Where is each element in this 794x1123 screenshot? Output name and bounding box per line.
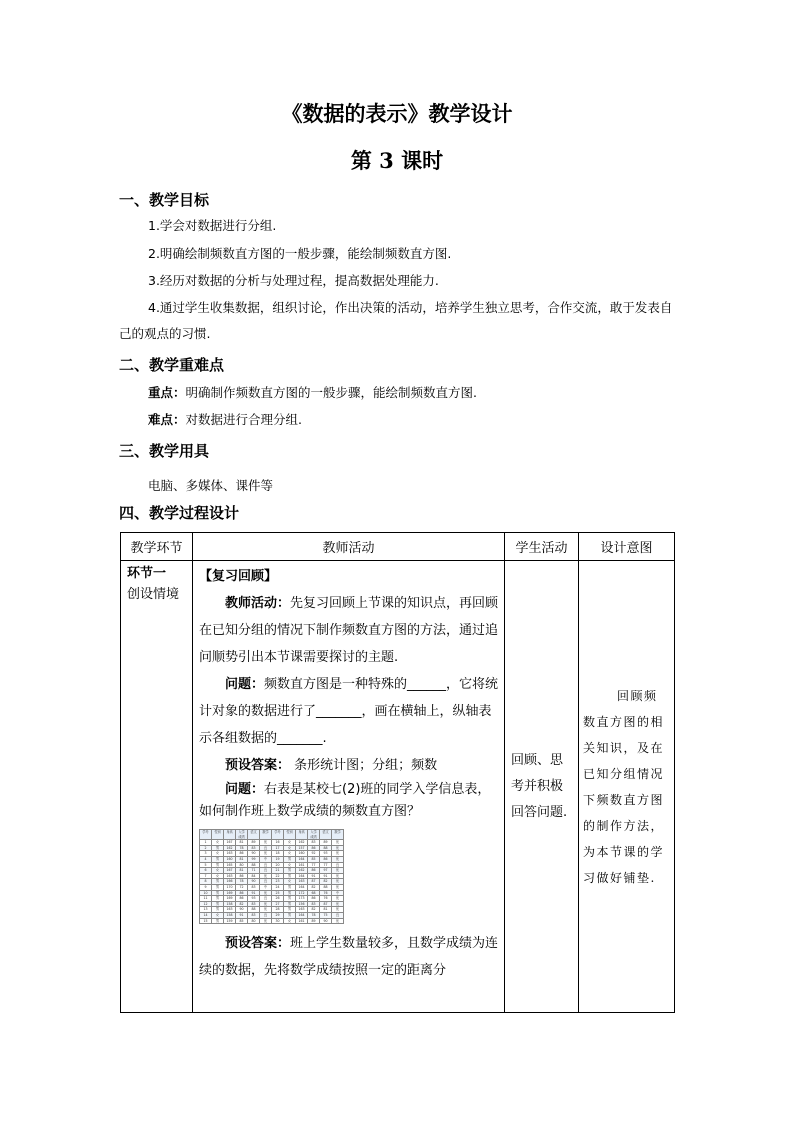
mini-table-cell: 男: [284, 890, 296, 896]
mini-table-cell: 85: [308, 856, 320, 862]
header-teacher: 教师活动: [193, 533, 505, 561]
intent-rest: 数直方图的相关知识，及在已知分组情况下频数直方图的制作方法，为本节课的学习做好铺垫.: [583, 714, 665, 885]
mini-table-cell: 14: [200, 912, 212, 918]
question-2: [199, 779, 500, 823]
mini-table-cell: 良: [260, 845, 272, 851]
mini-table-cell: 男: [284, 868, 296, 874]
process-table: [120, 532, 675, 1013]
goal-item-3: 3.经历对数据的分析与处理过程，提高数据处理能力.: [148, 273, 439, 288]
mini-table-cell: 男: [212, 856, 224, 862]
mini-table-cell: 82: [308, 907, 320, 913]
mini-table-cell: 76: [320, 896, 332, 902]
mini-table-cell: 身高: [224, 830, 236, 840]
mini-table-cell: 良: [260, 896, 272, 902]
mini-table-cell: 男: [212, 918, 224, 924]
mini-table-cell: 中: [332, 890, 344, 896]
mini-table-cell: 89: [320, 840, 332, 846]
question-2-label: 问题：: [225, 782, 265, 797]
mini-table-cell: 优: [332, 879, 344, 885]
mini-table-cell: 161: [296, 918, 308, 924]
mini-table-cell: 良: [332, 912, 344, 918]
mini-table-cell: 160: [296, 851, 308, 857]
mini-table-cell: 19: [272, 856, 284, 862]
mini-table-cell: 167: [224, 868, 236, 874]
answer-1: [199, 752, 500, 779]
mini-table-cell: 91: [320, 873, 332, 879]
question-1-label: 问题：: [225, 677, 265, 692]
mini-table-cell: 86: [308, 896, 320, 902]
mini-table-cell: 91: [236, 912, 248, 918]
mini-table-cell: 167: [224, 840, 236, 846]
question-1: [199, 671, 500, 752]
mini-table-cell: 5: [200, 862, 212, 868]
mini-table-cell: 2: [200, 845, 212, 851]
mini-table-cell: 优: [332, 856, 344, 862]
mini-table-cell: 中: [260, 884, 272, 890]
mini-table-cell: 男: [212, 862, 224, 868]
mini-table-cell: 165: [224, 862, 236, 868]
mini-table-cell: 162: [296, 868, 308, 874]
mini-table-cell: 男: [284, 856, 296, 862]
mini-table-cell: 158: [224, 901, 236, 907]
question-2-text: 右表是某校七(2)班的同学入学信息表，如何制作班上数学成绩的频数直方图？: [199, 782, 491, 819]
mini-table-cell: 女: [212, 868, 224, 874]
mini-table-cell: 女: [284, 851, 296, 857]
key-text: 明确制作频数直方图的一般步骤，能绘制频数直方图.: [185, 385, 477, 400]
teacher-activity-text: 先复习回顾上节课的知识点，再回顾在已知分组的情况下制作频数直方图的方法，通过追问顺势引出本节课需要探讨的主题.: [199, 596, 499, 665]
mini-table-cell: 86: [236, 890, 248, 896]
mini-table-cell: 76: [320, 890, 332, 896]
mini-table-cell: 90: [248, 851, 260, 857]
mini-table-cell: 入学成绩: [308, 830, 320, 840]
mini-table-cell: 77: [308, 862, 320, 868]
mini-table-cell: 78: [308, 912, 320, 918]
mini-table-cell: 9: [200, 884, 212, 890]
tools-text: 电脑、多媒体、课件等: [148, 478, 274, 493]
mini-table-cell: 88: [248, 907, 260, 913]
mini-table-cell: 优: [260, 907, 272, 913]
mini-table-cell: 164: [296, 884, 308, 890]
mini-table-cell: 83: [248, 884, 260, 890]
mini-table-cell: 数学: [260, 830, 272, 840]
teacher-activity: [199, 590, 500, 671]
mini-table-cell: 良: [332, 862, 344, 868]
mini-table-cell: 优: [332, 907, 344, 913]
mini-table-cell: 166: [224, 879, 236, 885]
mini-table-cell: 女: [212, 851, 224, 857]
mini-table-cell: 88: [248, 862, 260, 868]
goal-item-2: 2.明确绘制频数直方图的一般步骤，能绘制频数直方图.: [148, 246, 452, 261]
difficult-point: [119, 407, 675, 433]
mini-table-cell: 169: [224, 890, 236, 896]
mini-table-cell: 82: [236, 901, 248, 907]
key-label: 重点：: [148, 385, 186, 400]
mini-table-cell: 163: [296, 879, 308, 885]
mini-table-cell: 男: [212, 907, 224, 913]
mini-table-cell: 优: [332, 918, 344, 924]
mini-table-cell: 24: [272, 884, 284, 890]
review-heading: 【复习回顾】: [199, 569, 278, 584]
mini-table-cell: 87: [308, 879, 320, 885]
mini-table-cell: 93: [320, 851, 332, 857]
section-heading-goals: 一、教学目标: [119, 191, 210, 209]
table-header-row: [121, 533, 675, 561]
mini-table-cell: 优: [332, 884, 344, 890]
mini-table-cell: 性别: [212, 830, 224, 840]
mini-table-cell: 男: [284, 907, 296, 913]
mini-table-cell: 7: [200, 873, 212, 879]
mini-table-cell: 162: [224, 845, 236, 851]
student-info-table-image: [199, 829, 500, 924]
mini-table-cell: 23: [272, 879, 284, 885]
mini-table-cell: 17: [272, 845, 284, 851]
mini-table-cell: 81: [320, 907, 332, 913]
mini-table-cell: 89: [248, 840, 260, 846]
mini-table-cell: 男: [212, 896, 224, 902]
mini-table-cell: 1: [200, 840, 212, 846]
header-intent: 设计意图: [579, 533, 675, 561]
mini-table-cell: 164: [296, 912, 308, 918]
mini-table-cell: 72: [236, 884, 248, 890]
intent-text: [583, 683, 670, 891]
mini-table-cell: 男: [284, 884, 296, 890]
mini-table-cell: 优: [332, 868, 344, 874]
mini-table-cell: 88: [320, 884, 332, 890]
mini-table-cell: 11: [200, 896, 212, 902]
mini-table-cell: 89: [308, 918, 320, 924]
mini-table-cell: 78: [236, 879, 248, 885]
mini-table-cell: 语文: [248, 830, 260, 840]
answer-2: [199, 930, 500, 984]
intent-first-line: 回顾频: [617, 688, 658, 703]
mini-table-row: [200, 918, 344, 924]
teacher-cell: [193, 561, 505, 1013]
mini-table-cell: 81: [236, 856, 248, 862]
mini-table-cell: 优: [260, 840, 272, 846]
mini-table-cell: 164: [296, 856, 308, 862]
mini-table-cell: 83: [248, 901, 260, 907]
mini-table-cell: 28: [272, 907, 284, 913]
mini-table-cell: 6: [200, 868, 212, 874]
mini-table-cell: 男: [284, 896, 296, 902]
mini-table-cell: 女: [212, 840, 224, 846]
mini-table-cell: 优: [332, 851, 344, 857]
mini-table-cell: 91: [248, 890, 260, 896]
section-heading-tools: 三、教学用具: [119, 442, 210, 460]
mini-table-cell: 良: [260, 862, 272, 868]
answer-2-text: 班上学生数量较多，且数学成绩为连续的数据，先将数学成绩按照一定的距离分: [199, 936, 499, 979]
mini-table-cell: 13: [200, 907, 212, 913]
mini-table-cell: 优: [332, 845, 344, 851]
mini-table-cell: 女: [284, 840, 296, 846]
goal-item-1: 1.学会对数据进行分组.: [148, 218, 277, 233]
mini-table-cell: 男: [212, 845, 224, 851]
mini-table-cell: 优: [332, 840, 344, 846]
mini-table-cell: 优: [260, 918, 272, 924]
mini-table-cell: 25: [272, 890, 284, 896]
mini-table-cell: 男: [212, 884, 224, 890]
mini-table-cell: 86: [236, 873, 248, 879]
mini-table-cell: 女: [212, 912, 224, 918]
mini-table-cell: 99: [248, 856, 260, 862]
mini-table-cell: 90: [248, 879, 260, 885]
mini-table-cell: 91: [308, 873, 320, 879]
mini-table-cell: 良: [260, 879, 272, 885]
mini-table-cell: 86: [320, 856, 332, 862]
mini-table-cell: 女: [284, 862, 296, 868]
stage-number: 环节一: [127, 566, 167, 581]
mini-table-cell: 女: [284, 879, 296, 885]
mini-table-cell: 68: [308, 890, 320, 896]
mini-table-cell: 83: [308, 901, 320, 907]
mini-table-cell: 75: [320, 912, 332, 918]
mini-table-cell: 93: [248, 896, 260, 902]
section-heading-key-points: 二、教学重难点: [119, 356, 225, 374]
key-point: [119, 380, 675, 406]
mini-table-cell: 26: [272, 896, 284, 902]
mini-table-cell: 男: [212, 879, 224, 885]
mini-table-cell: 97: [320, 868, 332, 874]
mini-table-header: [200, 830, 344, 840]
teacher-activity-label: 教师活动：: [225, 596, 291, 611]
lesson-number: 第 3 课时: [350, 148, 444, 173]
mini-table-cell: 15: [200, 918, 212, 924]
question-1-text: 频数直方图是一种特殊的______，它将统计对象的数据进行了_______，画在横轴上，纵轴表示各组数据的_______.: [199, 677, 499, 746]
mini-table-cell: 172: [296, 890, 308, 896]
mini-table-cell: 8: [200, 879, 212, 885]
mini-table-cell: 156: [296, 901, 308, 907]
difficulty-text: 对数据进行合理分组.: [185, 412, 302, 427]
header-student: 学生活动: [505, 533, 579, 561]
mini-table-cell: 86: [236, 851, 248, 857]
document-title: 《数据的表示》教学设计: [281, 101, 513, 126]
goal-item-4: 4.通过学生收集数据，组织讨论，作出决策的活动，培养学生独立思考，合作交流，敢于发表自己的观点的习惯.: [119, 300, 673, 341]
stage-cell: [121, 561, 193, 1013]
mini-table-cell: 163: [296, 907, 308, 913]
mini-table-cell: 84: [248, 873, 260, 879]
mini-table-cell: 160: [224, 856, 236, 862]
mini-table-cell: 159: [224, 918, 236, 924]
mini-table-cell: 性别: [284, 830, 296, 840]
intent-cell: [579, 561, 675, 1013]
mini-table-cell: 83: [248, 845, 260, 851]
mini-table-cell: 3: [200, 851, 212, 857]
mini-table-cell: 优: [260, 851, 272, 857]
mini-table-cell: 164: [296, 873, 308, 879]
mini-table-cell: 90: [320, 918, 332, 924]
mini-table-cell: 20: [272, 862, 284, 868]
mini-table-cell: 163: [224, 851, 236, 857]
mini-table-cell: 77: [320, 862, 332, 868]
table-row: [121, 561, 675, 1013]
mini-table-cell: 169: [224, 896, 236, 902]
mini-table-cell: 27: [272, 901, 284, 907]
mini-table-cell: 29: [272, 912, 284, 918]
mini-table-cell: 173: [296, 896, 308, 902]
mini-table-cell: 男: [212, 901, 224, 907]
mini-table-cell: 163: [224, 873, 236, 879]
mini-table-cell: 86: [308, 868, 320, 874]
mini-table-cell: 学号: [200, 830, 212, 840]
mini-table-cell: 30: [272, 918, 284, 924]
mini-table-cell: 女: [212, 873, 224, 879]
mini-table-cell: 81: [236, 840, 248, 846]
mini-table-cell: 女: [284, 918, 296, 924]
mini-table-cell: 学号: [272, 830, 284, 840]
mini-table-cell: 男: [284, 873, 296, 879]
mini-table-cell: 男: [284, 912, 296, 918]
mini-table-cell: 83: [308, 840, 320, 846]
mini-table-cell: 优: [260, 890, 272, 896]
mini-table-cell: 优: [332, 873, 344, 879]
mini-table-cell: 男: [284, 901, 296, 907]
mini-table-cell: 身高: [296, 830, 308, 840]
student-cell: 回顾、思考并积极回答问题.: [505, 561, 579, 1013]
mini-table-cell: 71: [248, 868, 260, 874]
mini-table-cell: 82: [320, 879, 332, 885]
mini-table-cell: 162: [296, 840, 308, 846]
mini-table-cell: 87: [320, 901, 332, 907]
mini-table-cell: 优: [260, 901, 272, 907]
mini-table-cell: 21: [272, 868, 284, 874]
answer-2-label: 预设答案：: [225, 936, 291, 952]
mini-table-cell: 优: [332, 896, 344, 902]
mini-table-cell: 80: [236, 862, 248, 868]
mini-table-cell: 163: [224, 907, 236, 913]
mini-table-cell: 158: [224, 912, 236, 918]
mini-table-cell: 86: [308, 845, 320, 851]
difficulty-label: 难点：: [148, 412, 186, 427]
mini-table-cell: 良: [260, 868, 272, 874]
answer-1-text: 条形统计图；分组；频数: [290, 758, 438, 773]
mini-table-cell: 16: [272, 840, 284, 846]
mini-table-cell: 80: [248, 918, 260, 924]
mini-table-cell: 女: [284, 845, 296, 851]
section-heading-process: 四、教学过程设计: [119, 504, 240, 522]
mini-table-cell: 157: [296, 845, 308, 851]
mini-table-cell: 10: [200, 890, 212, 896]
mini-table-cell: 22: [272, 873, 284, 879]
mini-table-cell: 语文: [320, 830, 332, 840]
header-stage: 教学环节: [121, 533, 193, 561]
mini-table-cell: 男: [212, 890, 224, 896]
mini-table-cell: 90: [236, 907, 248, 913]
mini-table-cell: 86: [236, 896, 248, 902]
mini-table-cell: 中: [260, 856, 272, 862]
mini-table-cell: 18: [272, 851, 284, 857]
mini-table-cell: 12: [200, 901, 212, 907]
mini-table-cell: 83: [248, 912, 260, 918]
mini-table-cell: 优: [260, 873, 272, 879]
mini-table-cell: 82: [308, 884, 320, 890]
mini-table-cell: 4: [200, 856, 212, 862]
mini-table-cell: 良: [260, 912, 272, 918]
mini-table-cell: 优: [332, 901, 344, 907]
stage-name: 创设情境: [127, 587, 180, 602]
mini-table-cell: 161: [296, 862, 308, 868]
mini-table-cell: 92: [308, 851, 320, 857]
mini-table-cell: 81: [236, 868, 248, 874]
answer-1-label: 预设答案：: [225, 758, 291, 773]
mini-table-cell: 85: [236, 918, 248, 924]
mini-table-cell: 数学: [332, 830, 344, 840]
mini-table-cell: 78: [236, 845, 248, 851]
mini-table-cell: 88: [320, 845, 332, 851]
mini-table-cell: 入学成绩: [236, 830, 248, 840]
mini-table-cell: 170: [224, 884, 236, 890]
